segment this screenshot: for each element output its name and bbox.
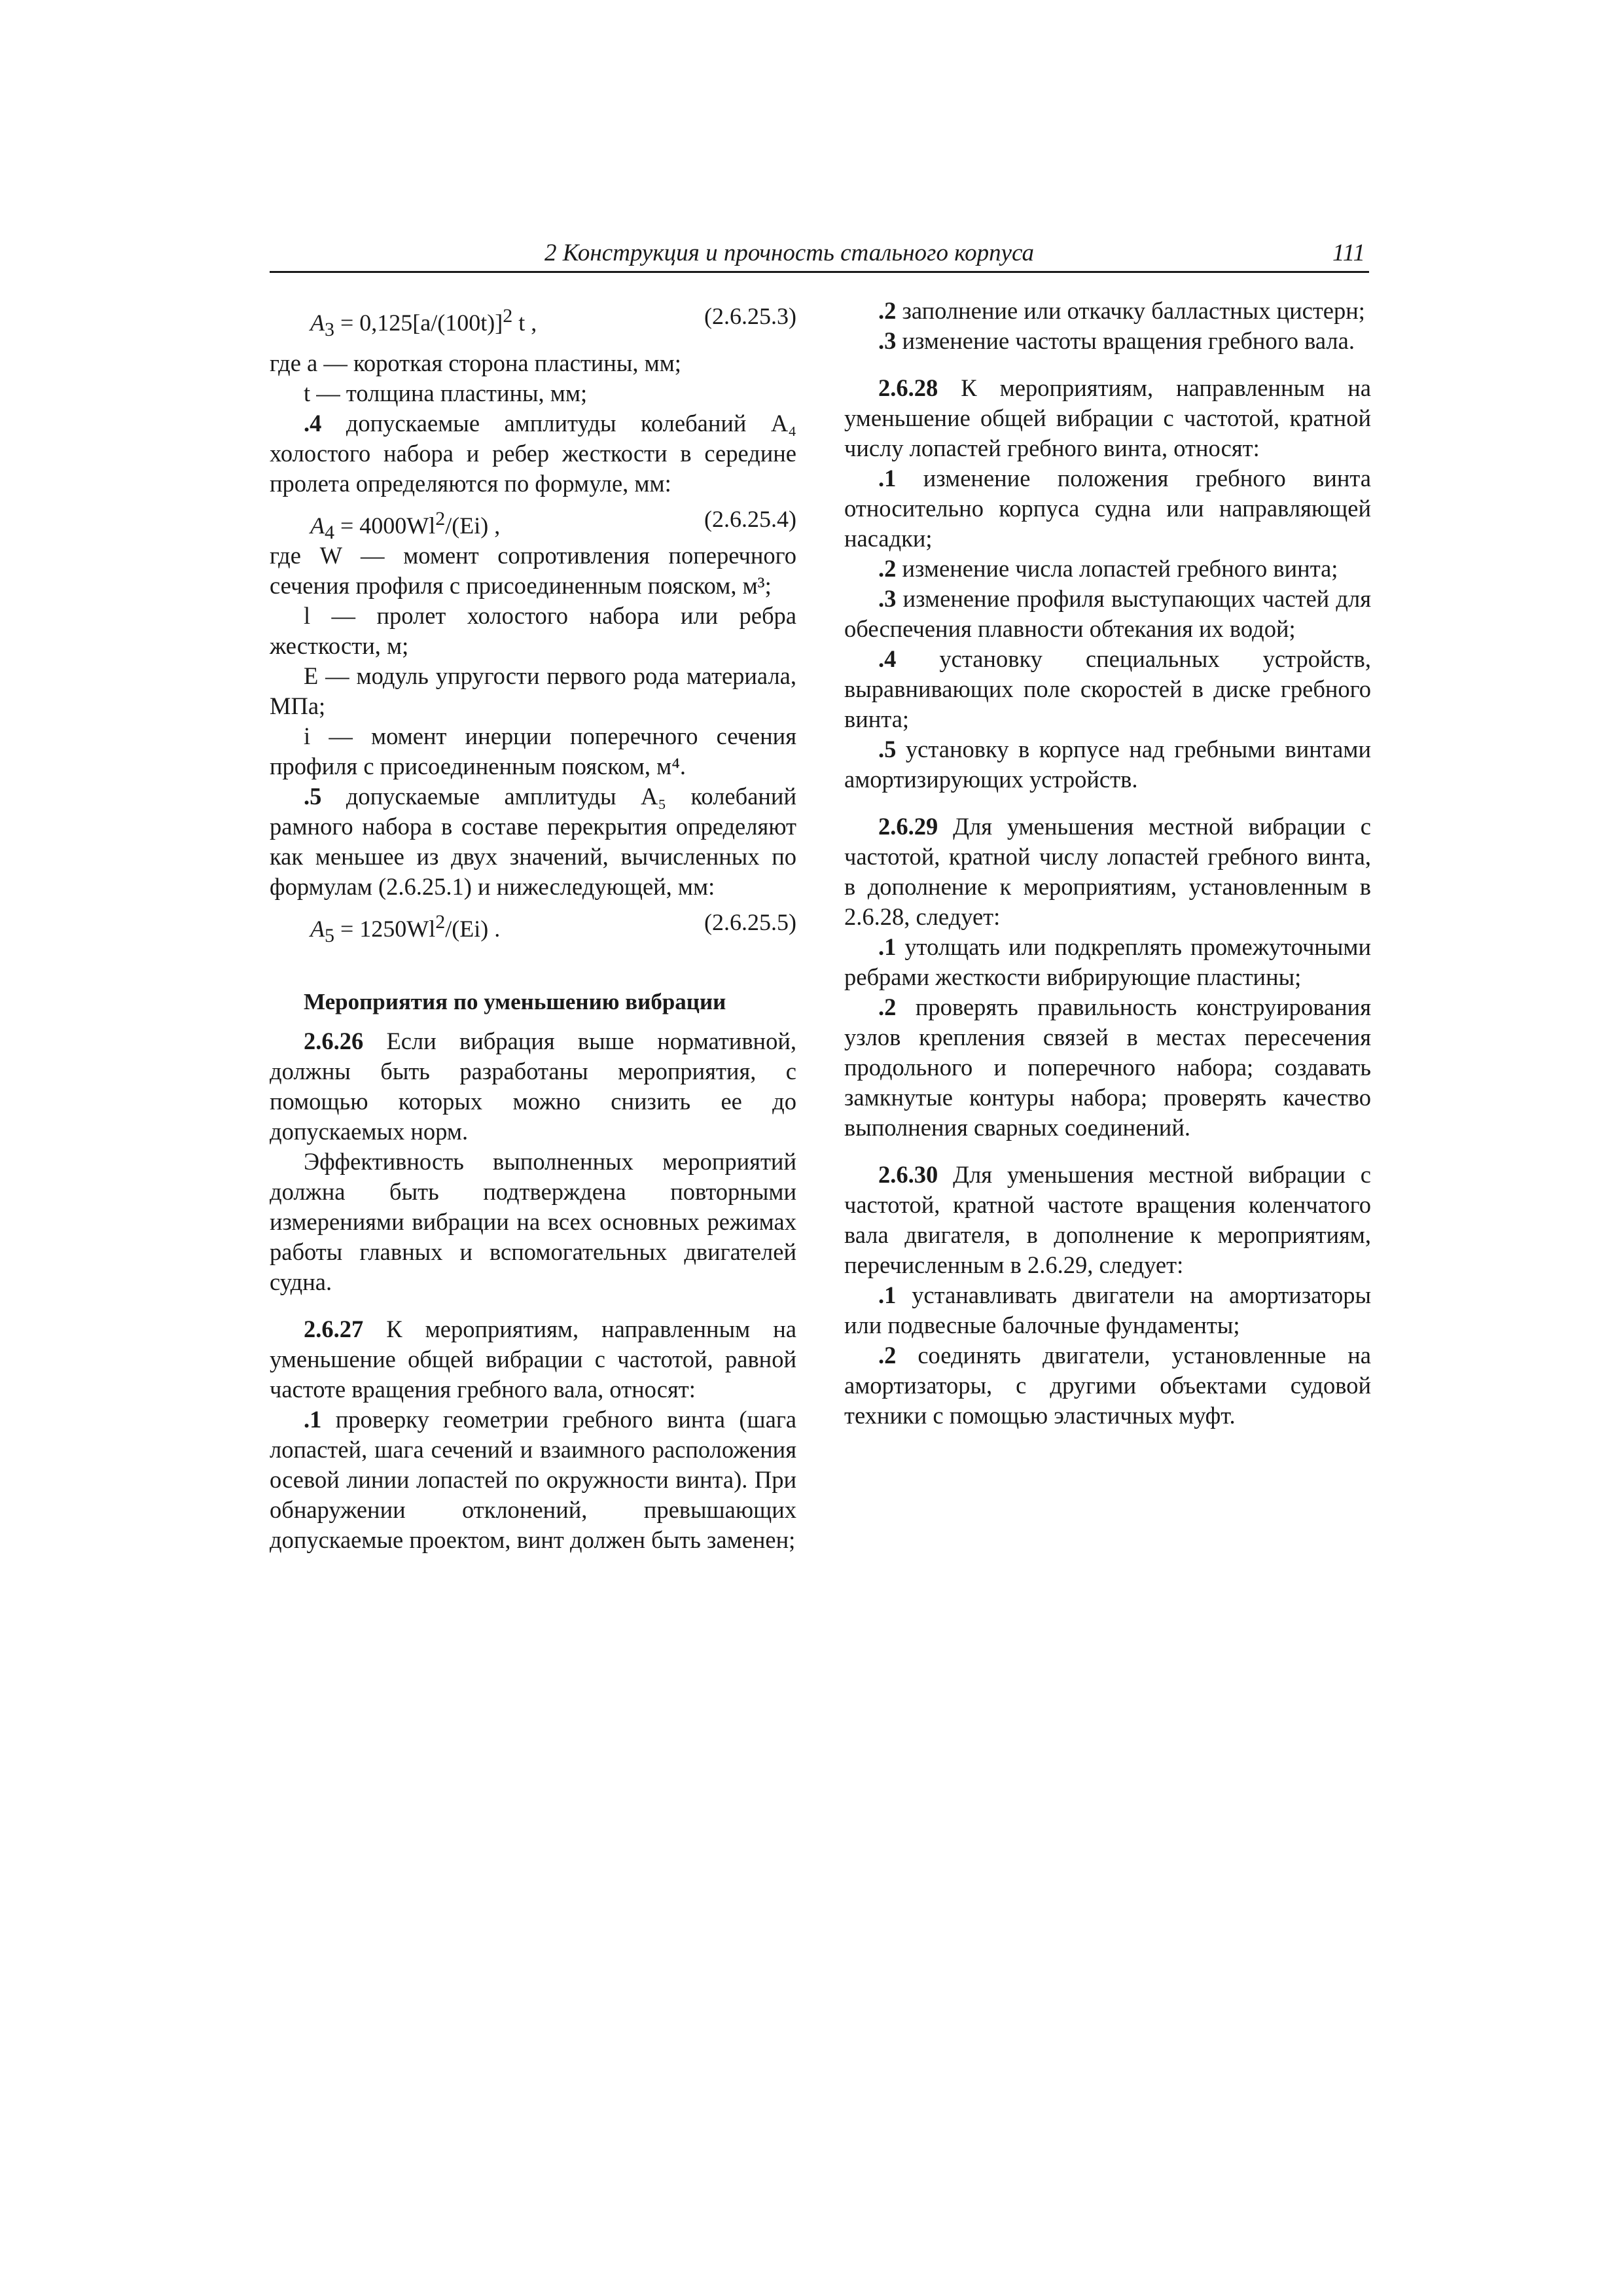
paragraph: i — момент инерции поперечного сечения профиля с присоединенным пояском, м⁴. <box>270 723 796 780</box>
paragraph: .5 установку в корпусе над гребными винтами амортизирующих устройств. <box>844 736 1371 793</box>
paragraph: 2.6.28 К мероприятиям, направленным на уменьшение общей вибрации с частотой, кратной числу лопастей гребного винта, относят: <box>844 374 1371 461</box>
formula-2-6-25-4 <box>270 501 796 544</box>
paragraph: 2.6.29 Для уменьшения местной вибрации с частотой, кратной числу лопастей гребного винта, в дополнение к мероприятиям, установленным в 2.6.28, следует: <box>844 813 1371 930</box>
paragraph: .2 изменение числа лопастей гребного винта; <box>878 555 1338 582</box>
formula-expression: $A_3 = 0,125[a/(100t)]^2$ t , <box>310 305 537 341</box>
paragraph: .5 допускаемые амплитуды A₅ колебаний рамного набора в составе перекрытия определяют как меньшее из двух значений, вычисленных по формулам (2.6.25.1) и нижеследующей, мм: <box>270 783 796 900</box>
paragraph: .1 утолщать или подкреплять промежуточными ребрами жесткости вибрирующие пластины; <box>844 933 1371 990</box>
paragraph: .4 установку специальных устройств, выравнивающих поле скоростей в диске гребного винта; <box>844 645 1371 732</box>
right-column <box>844 296 1371 1431</box>
formula-2-6-25-3 <box>270 298 796 341</box>
paragraph: .3 изменение частоты вращения гребного вала. <box>878 327 1355 354</box>
paragraph: .4 допускаемые амплитуды колебаний A₄ холостого набора и ребер жесткости в середине пролета определяются по формуле, мм: <box>270 410 796 497</box>
paragraph: l — пролет холостого набора или ребра жесткости, м; <box>270 602 796 659</box>
formula-2-6-25-5 <box>270 905 796 947</box>
formula-number: (2.6.25.5) <box>704 909 796 935</box>
paragraph: .3 изменение профиля выступающих частей для обеспечения плавности обтекания их водой; <box>844 585 1371 642</box>
paragraph: .2 заполнение или откачку балластных цистерн; <box>878 297 1365 324</box>
formula-expression: $A_4 = 4000Wl^2/(Ei)$ , <box>310 508 501 544</box>
running-header <box>270 237 1369 273</box>
formula-number: (2.6.25.3) <box>704 303 796 329</box>
paragraph: 2.6.30 Для уменьшения местной вибрации с частотой, кратной частоте вращения коленчатого вала двигателя, в дополнение к мероприятиям, перечисленным в 2.6.29, следует: <box>844 1161 1371 1278</box>
paragraph: где a — короткая сторона пластины, мм; <box>270 350 681 376</box>
page-number: 111 <box>1332 240 1365 266</box>
paragraph: Эффективность выполненных мероприятий должна быть подтверждена повторными измерениями вибрации на всех основных режимах работы главных и вспомогательных двигателей судна. <box>270 1148 796 1295</box>
paragraph: где W — момент сопротивления поперечного сечения профиля с присоединенным пояском, м³; <box>270 542 796 599</box>
paragraph: E — модуль упругости первого рода материала, МПа; <box>270 662 796 719</box>
paragraph: .1 проверку геометрии гребного винта (шага лопастей, шага сечений и взаимного расположения осевой линии лопастей по окружности винта). При обнаружении отклонений, превышающих допускаемые проектом, винт должен быть заменен; <box>270 1406 796 1553</box>
paragraph: .1 устанавливать двигатели на амортизаторы или подвесные балочные фундаменты; <box>844 1282 1371 1338</box>
paragraph: .1 изменение положения гребного винта относительно корпуса судна или направляющей насадки; <box>844 465 1371 552</box>
section-heading: Мероприятия по уменьшению вибрации <box>304 989 726 1014</box>
left-column <box>270 296 796 1555</box>
formula-number: (2.6.25.4) <box>704 506 796 532</box>
paragraph: t — толщина пластины, мм; <box>304 380 588 406</box>
paragraph: 2.6.26 Если вибрация выше нормативной, должны быть разработаны мероприятия, с помощью которых можно снизить ее до допускаемых норм. <box>270 1028 796 1145</box>
formula-expression: $A_5 = 1250Wl^2/(Ei)$ . <box>310 911 501 947</box>
paragraph: .2 проверять правильность конструирования узлов крепления связей в местах пересечения продольного и поперечного набора; создавать замкнутые контуры набора; проверять качество выполнения сварных соединений. <box>844 994 1371 1141</box>
paragraph: 2.6.27 К мероприятиям, направленным на уменьшение общей вибрации с частотой, равной частоте вращения гребного вала, относят: <box>270 1316 796 1403</box>
paragraph: .2 соединять двигатели, установленные на амортизаторы, с другими объектами судовой техники с помощью эластичных муфт. <box>844 1342 1371 1429</box>
header-title: 2 Конструкция и прочность стального корпуса <box>544 240 1035 266</box>
